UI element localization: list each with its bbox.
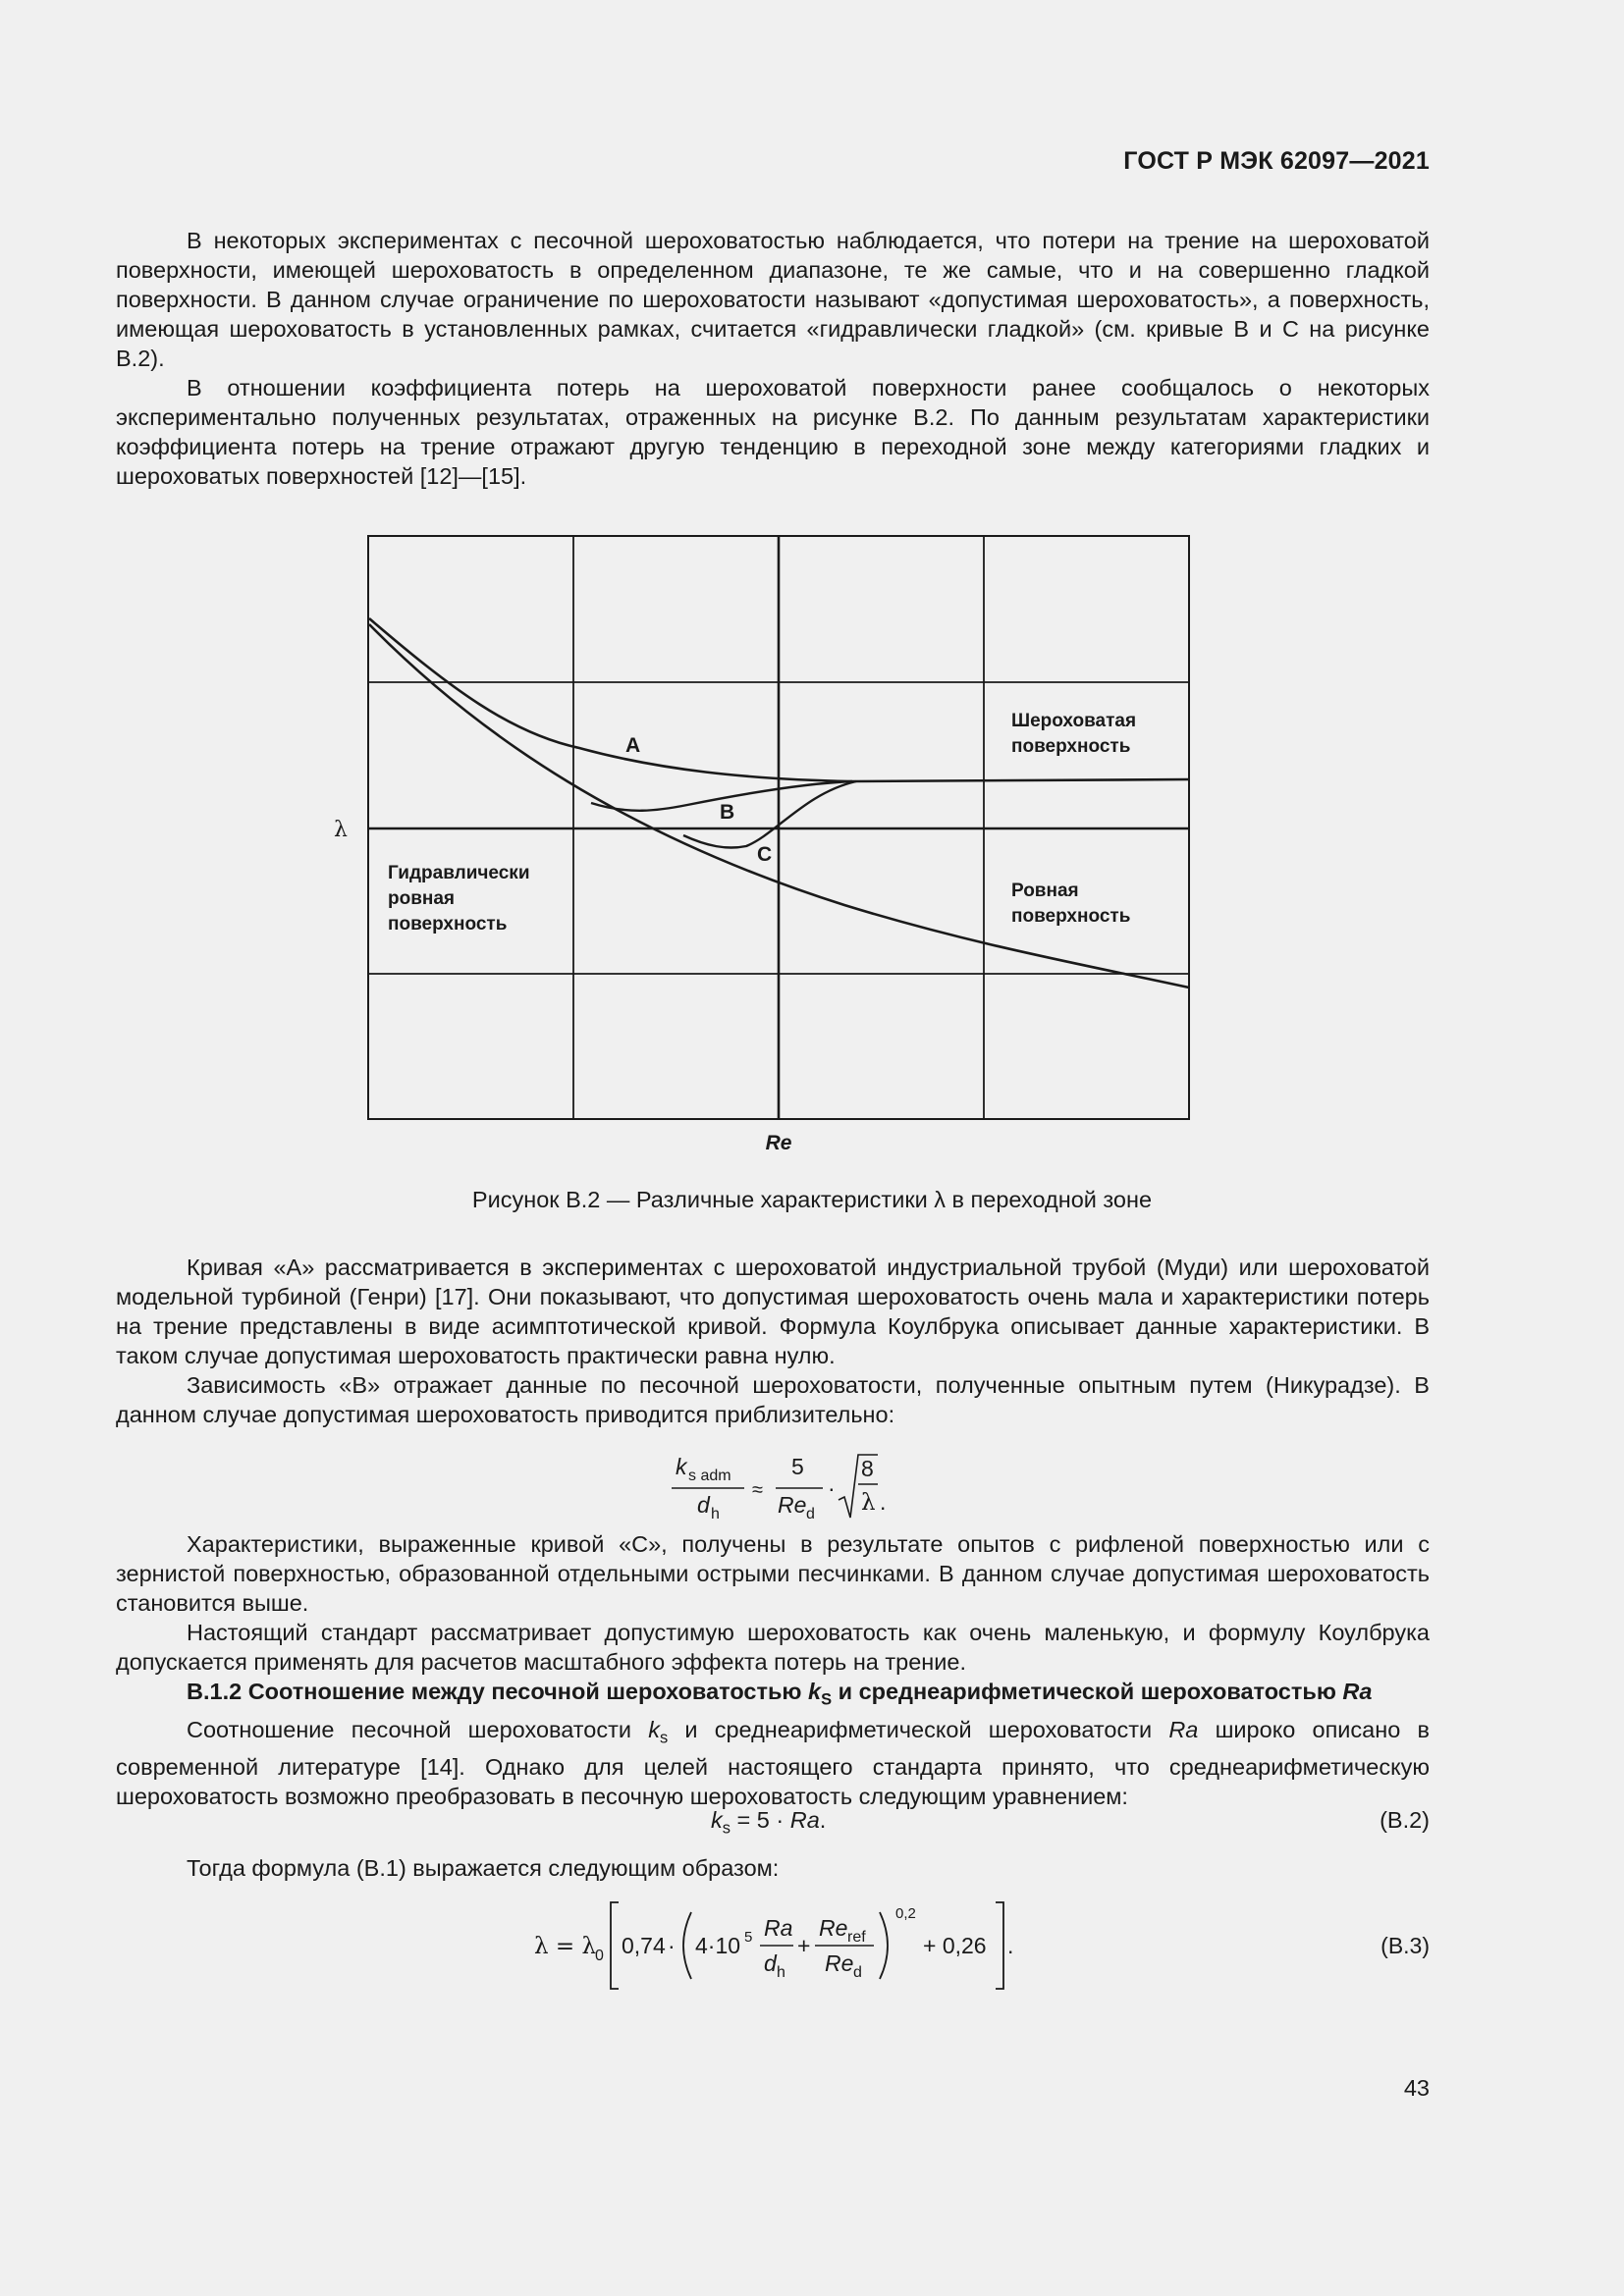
paragraph: Тогда формула (B.1) выражается следующим образом: (187, 1855, 780, 1881)
figure-b2 (334, 522, 1218, 1170)
eq-ks: k (676, 1454, 687, 1479)
equation-b3 (116, 1896, 1430, 1995)
p5-ks-sub: s (659, 1729, 669, 1747)
equation-number: (B.3) (1380, 1933, 1430, 1958)
eq-lambda: λ (861, 1490, 876, 1516)
equation-b2-body (711, 1807, 826, 1839)
page-number: 43 (1403, 2075, 1430, 2101)
equation-allowable-roughness (116, 1449, 1430, 1527)
eq3-ra: Ra (764, 1915, 793, 1941)
paragraph: В некоторых экспериментах с песочной шероховатостью наблюдается, что потери на трение на шероховатой поверхности, имеющей шероховатость в определенном диапазоне, те же самые, что и на совершенно гладкой поверхности. В данном случае ограничение по шероховатости называют «допустимая шероховатость», а поверхность, имеющая шероховатость в установленных рамках, считается «гидравлически гладкой» (см. кривые B и C на рисунке B.2). (116, 228, 1430, 371)
eq-dot: · (828, 1475, 836, 1501)
equation-3-svg (116, 1896, 1430, 1995)
eq3-power: 0,2 (895, 1905, 916, 1922)
curve-c-label: C (757, 843, 773, 866)
intro-text (116, 226, 1430, 491)
eq2-ra: Ra (789, 1807, 820, 1833)
eq3-dot: · (668, 1933, 676, 1958)
eq-re: Re (778, 1492, 807, 1518)
eq3-exp: 5 (744, 1929, 753, 1946)
left-paren (683, 1912, 691, 1979)
region-hydraulic-label: ровная (388, 888, 456, 909)
eq3-plus: + (797, 1933, 811, 1958)
eq-ks-sub: s adm (688, 1468, 731, 1484)
left-bracket (611, 1902, 619, 1989)
body-text-3 (116, 1853, 1430, 1883)
x-axis-label: Re (765, 1132, 792, 1154)
curve-a-label: A (625, 734, 641, 757)
eq3-coef: 0,74 (622, 1933, 666, 1958)
p5-text: Соотношение песочной шероховатости (187, 1716, 649, 1742)
region-smooth-label: поверхность (1011, 906, 1131, 927)
eq-dh: d (697, 1492, 710, 1518)
p5-text: и среднеарифметической шероховатости (668, 1716, 1169, 1742)
equation-1-svg (116, 1449, 1430, 1527)
section-heading-text: B.1.2 Соотношение между песочной шероховатостью (187, 1679, 809, 1704)
eq-re-sub: d (806, 1506, 815, 1522)
section-heading (116, 1677, 1430, 1715)
eq3-lhs: λ = λ (534, 1934, 597, 1959)
right-paren (880, 1912, 888, 1979)
paragraph: Настоящий стандарт рассматривает допустимую шероховатость как очень маленькую, и формулу Коулбрука допускается применять для расчетов масштабного эффекта потерь на трение. (116, 1620, 1430, 1675)
eq3-tail: + 0,26 (923, 1933, 987, 1958)
paragraph (116, 1715, 1430, 1812)
paragraph: Зависимость «B» отражает данные по песочной шероховатости, полученные опытным путем (Никурадзе). В данном случае допустимая шероховатость приводится приблизительно: (116, 1372, 1430, 1427)
eq-approx: ≈ (752, 1479, 763, 1501)
body-text-1 (116, 1253, 1430, 1429)
lambda-re-diagram (334, 522, 1218, 1170)
y-axis-label: λ (334, 818, 348, 842)
eq-five: 5 (791, 1454, 804, 1479)
equation-number: (B.2) (1380, 1807, 1430, 1833)
eq2-k: k (711, 1807, 723, 1833)
p5-ks: k (648, 1716, 660, 1742)
section-heading-text: и среднеарифметической шероховатостью (832, 1679, 1343, 1704)
eq2-end: . (819, 1807, 827, 1833)
eq-dh-sub: h (711, 1506, 720, 1522)
eq3-red: Re (825, 1950, 854, 1976)
eq3-c2: 4·10 (695, 1933, 741, 1958)
equation-b2 (116, 1807, 1430, 1842)
region-rough-label: поверхность (1011, 736, 1131, 757)
eq-end: . (880, 1489, 887, 1515)
section-ks: k (808, 1679, 822, 1704)
eq3-end: . (1007, 1933, 1014, 1958)
region-smooth-label: Ровная (1011, 881, 1079, 901)
section-ks-sub: S (821, 1690, 833, 1709)
region-hydraulic-label: поверхность (388, 914, 508, 934)
eq3-reref-sub: ref (847, 1929, 866, 1946)
eq3-red-sub: d (853, 1964, 862, 1981)
curve-b-label: B (720, 801, 735, 824)
eq3-lhs-sub: 0 (595, 1948, 604, 1964)
right-bracket (996, 1902, 1003, 1989)
region-hydraulic-label: Гидравлически (388, 863, 530, 883)
paragraph: В отношении коэффициента потерь на шероховатой поверхности ранее сообщалось о некоторых экспериментально полученных результатах, отраженных на рисунке B.2. По данным результатам характеристики коэффициента потерь на трение отражают другую тенденцию в переходной зоне между категориями гладких и шероховатых поверхностей [12]—[15]. (116, 375, 1430, 489)
region-rough-label: Шероховатая (1011, 711, 1137, 731)
section-ra: Ra (1342, 1679, 1373, 1704)
paragraph: Характеристики, выраженные кривой «C», получены в результате опытов с рифленой поверхностью или с зернистой поверхностью, образованной отдельными острыми песчинками. В данном случае допустимая шероховатость становится выше. (116, 1531, 1430, 1616)
p5-text: широко описано в современной литературе [14]. Однако для целей настоящего стандарта принято, что среднеарифметическую шероховатость возможно преобразовать в песочную шероховатость следующим уравнением: (116, 1716, 1430, 1810)
eq3-dh-sub: h (777, 1964, 785, 1981)
eq3-dh: d (764, 1950, 777, 1976)
body-text-2 (116, 1529, 1430, 1811)
eq2-k-sub: s (722, 1819, 731, 1838)
eq2-rhs: = 5 · (730, 1807, 790, 1833)
p5-ra: Ra (1168, 1716, 1199, 1742)
eq-eight: 8 (861, 1456, 874, 1481)
page-header: ГОСТ Р МЭК 62097—2021 (1123, 147, 1430, 175)
paragraph: Кривая «A» рассматривается в экспериментах с шероховатой индустриальной трубой (Муди) или шероховатой модельной турбиной (Генри) [17]. Они показывают, что допустимая шероховатость очень мала и характеристики потерь на трение представлены в виде асимптотической кривой. Формула Коулбрука описывает данные характеристики. В таком случае допустимая шероховатость практически равна нулю. (116, 1255, 1430, 1368)
eq3-reref: Re (819, 1915, 848, 1941)
figure-caption: Рисунок B.2 — Различные характеристики λ в переходной зоне (471, 1187, 1153, 1212)
